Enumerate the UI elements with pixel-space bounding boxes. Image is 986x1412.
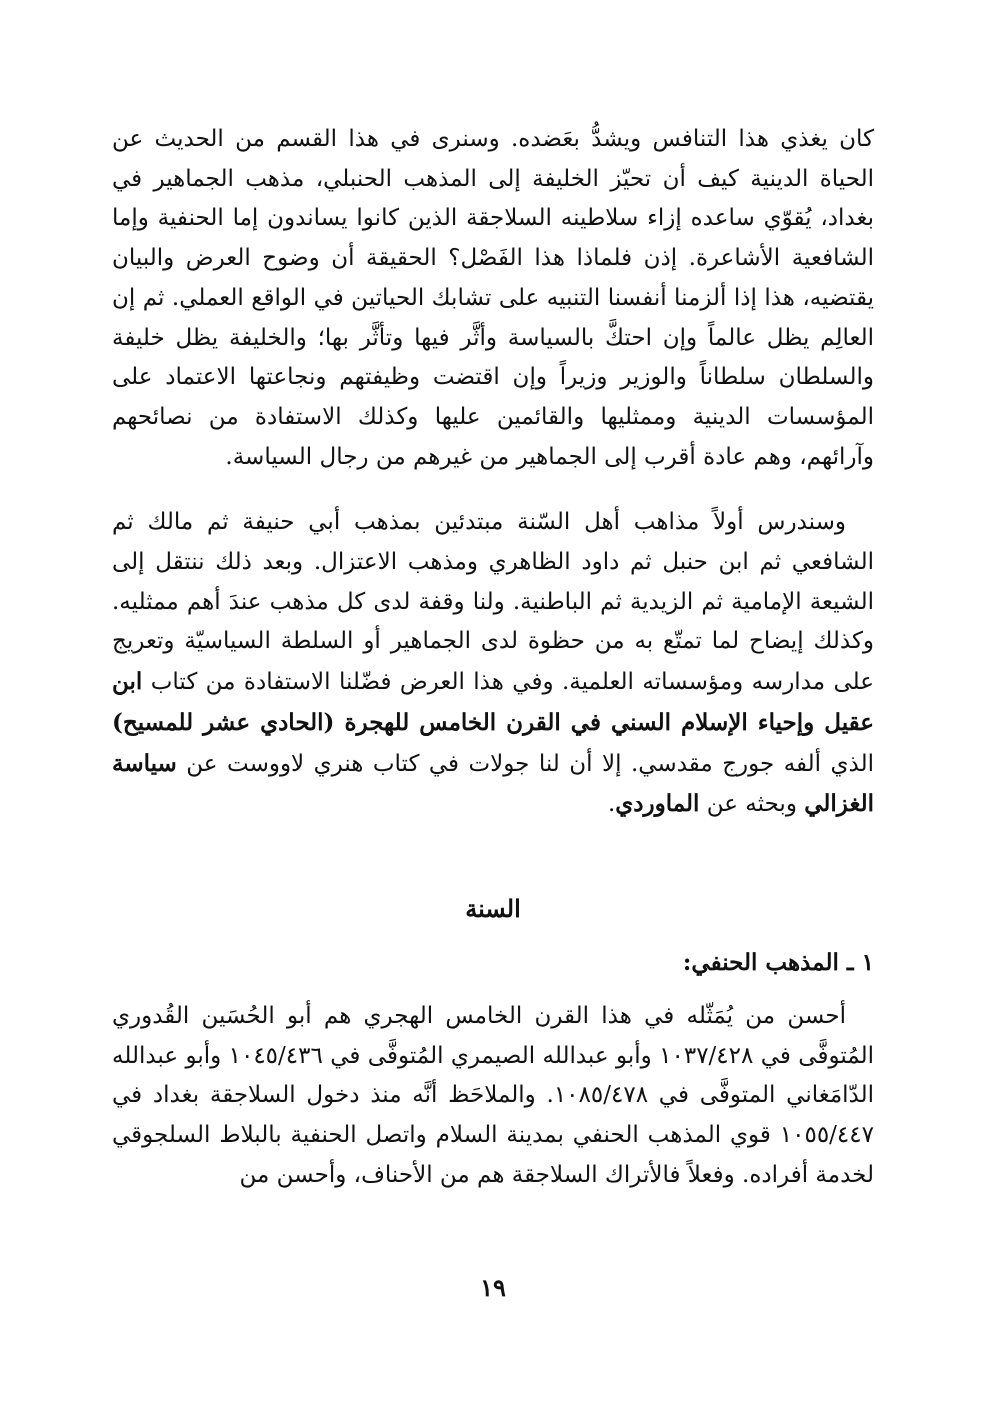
document-page (112, 120, 874, 1310)
paragraph-hanafi: أحسن من يُمَثّله في هذا القرن الخامس الهجري هم أبو الحُسَين القُدوري المُتوفَّى في ١٠٣٧/٤٢٨ وأبو عبدالله الصيمري المُتوفَّى في ١٠٤٥/٤٣٦ وأبو عبدالله الدّامَغاني المتوفَّى في ١٠٨٥/٤٧٨. والملاحَظ أنَّه منذ دخول السلاجقة بغداد في ١٠٥٥/٤٤٧ قوي المذهب الحنفي بمدينة السلام واتصل الحنفية بالبلاط السلجوقي لخدمة أفراده. وفعلاً فالأتراك السلاجقة هم من الأحناف، وأحسن من (112, 1002, 875, 1188)
book-title-ghazali: سياسة الغزالي (112, 749, 874, 818)
paragraph-text: الذي ألفه جورج مقدسي. إلا أن لنا جولات في كتاب هنري لاووست عن (186, 750, 874, 777)
paragraph-text: . (607, 791, 616, 818)
paragraph-text: وسندرس أولاً مذاهب أهل السّنة مبتدئين بمذهب أبي حنيفة ثم مالك ثم الشافعي ثم ابن حنبل ثم داود الظاهري ومذهب الاعتزال. وبعد ذلك ننتقل إلى الشيعة الإمامية ثم الزيدية ثم الباطنية. ولنا وقفة لدى كل مذهب عندَ أهم ممثليه. وكذلك إيضاح لما تمتّع به من حظوة لدى الجماهير أو السلطة السياسيّة وتعريج على مدارسه ومؤسساته العلمية. وفي هذا العرض فضّلنا الاستفادة من كتاب (112, 509, 874, 696)
book-title-mawardi: الماوردي (615, 790, 700, 818)
paragraph-intro: كان يغذي هذا التنافس ويشدُّ بعَضده. وسنرى في هذا القسم من الحديث عن الحياة الدينية كيف أن تحيّز الخليفة إلى المذهب الحنبلي، مذهب الجماهير في بغداد، يُقوّي ساعده إزاء سلاطينه السلاجقة الذين كانوا يساندون إما الحنفية وإما الشافعية الأشاعرة. إذن فلماذا هذا الفَصْل؟ الحقيقة أن وضوح العرض والبيان يقتضيه، هذا إذا ألزمنا أنفسنا التنبيه على تشابك الحياتين في الواقع العملي. ثم إن العالِم يظل عالماً وإن احتكَّ بالسياسة وأثَّر فيها وتأثَّر بها؛ والخليفة يظل خليفة والسلطان سلطاناً والوزير وزيراً وإن اقتضت وظيفتهم ونجاعتها الاعتماد على المؤسسات الدينية وممثليها والقائمين عليها وكذلك الاستفادة من نصائحهم وآرائهم، وهم عادة أقرب إلى الجماهير من غيرهم من رجال السياسة. (112, 126, 874, 470)
page-number: ١٩ (480, 1273, 506, 1302)
section-title: السنة (465, 893, 521, 923)
book-title-ibn-aqil: ابن عقيل وإحياء الإسلام السني في القرن الخامس للهجرة (الحادي عشر للمسيح) (112, 668, 874, 736)
paragraph-study-plan (112, 503, 874, 825)
subsection-title: ١ ـ المذهب الحنفي: (682, 948, 874, 976)
paragraph-text: وبحثه عن (706, 791, 797, 818)
